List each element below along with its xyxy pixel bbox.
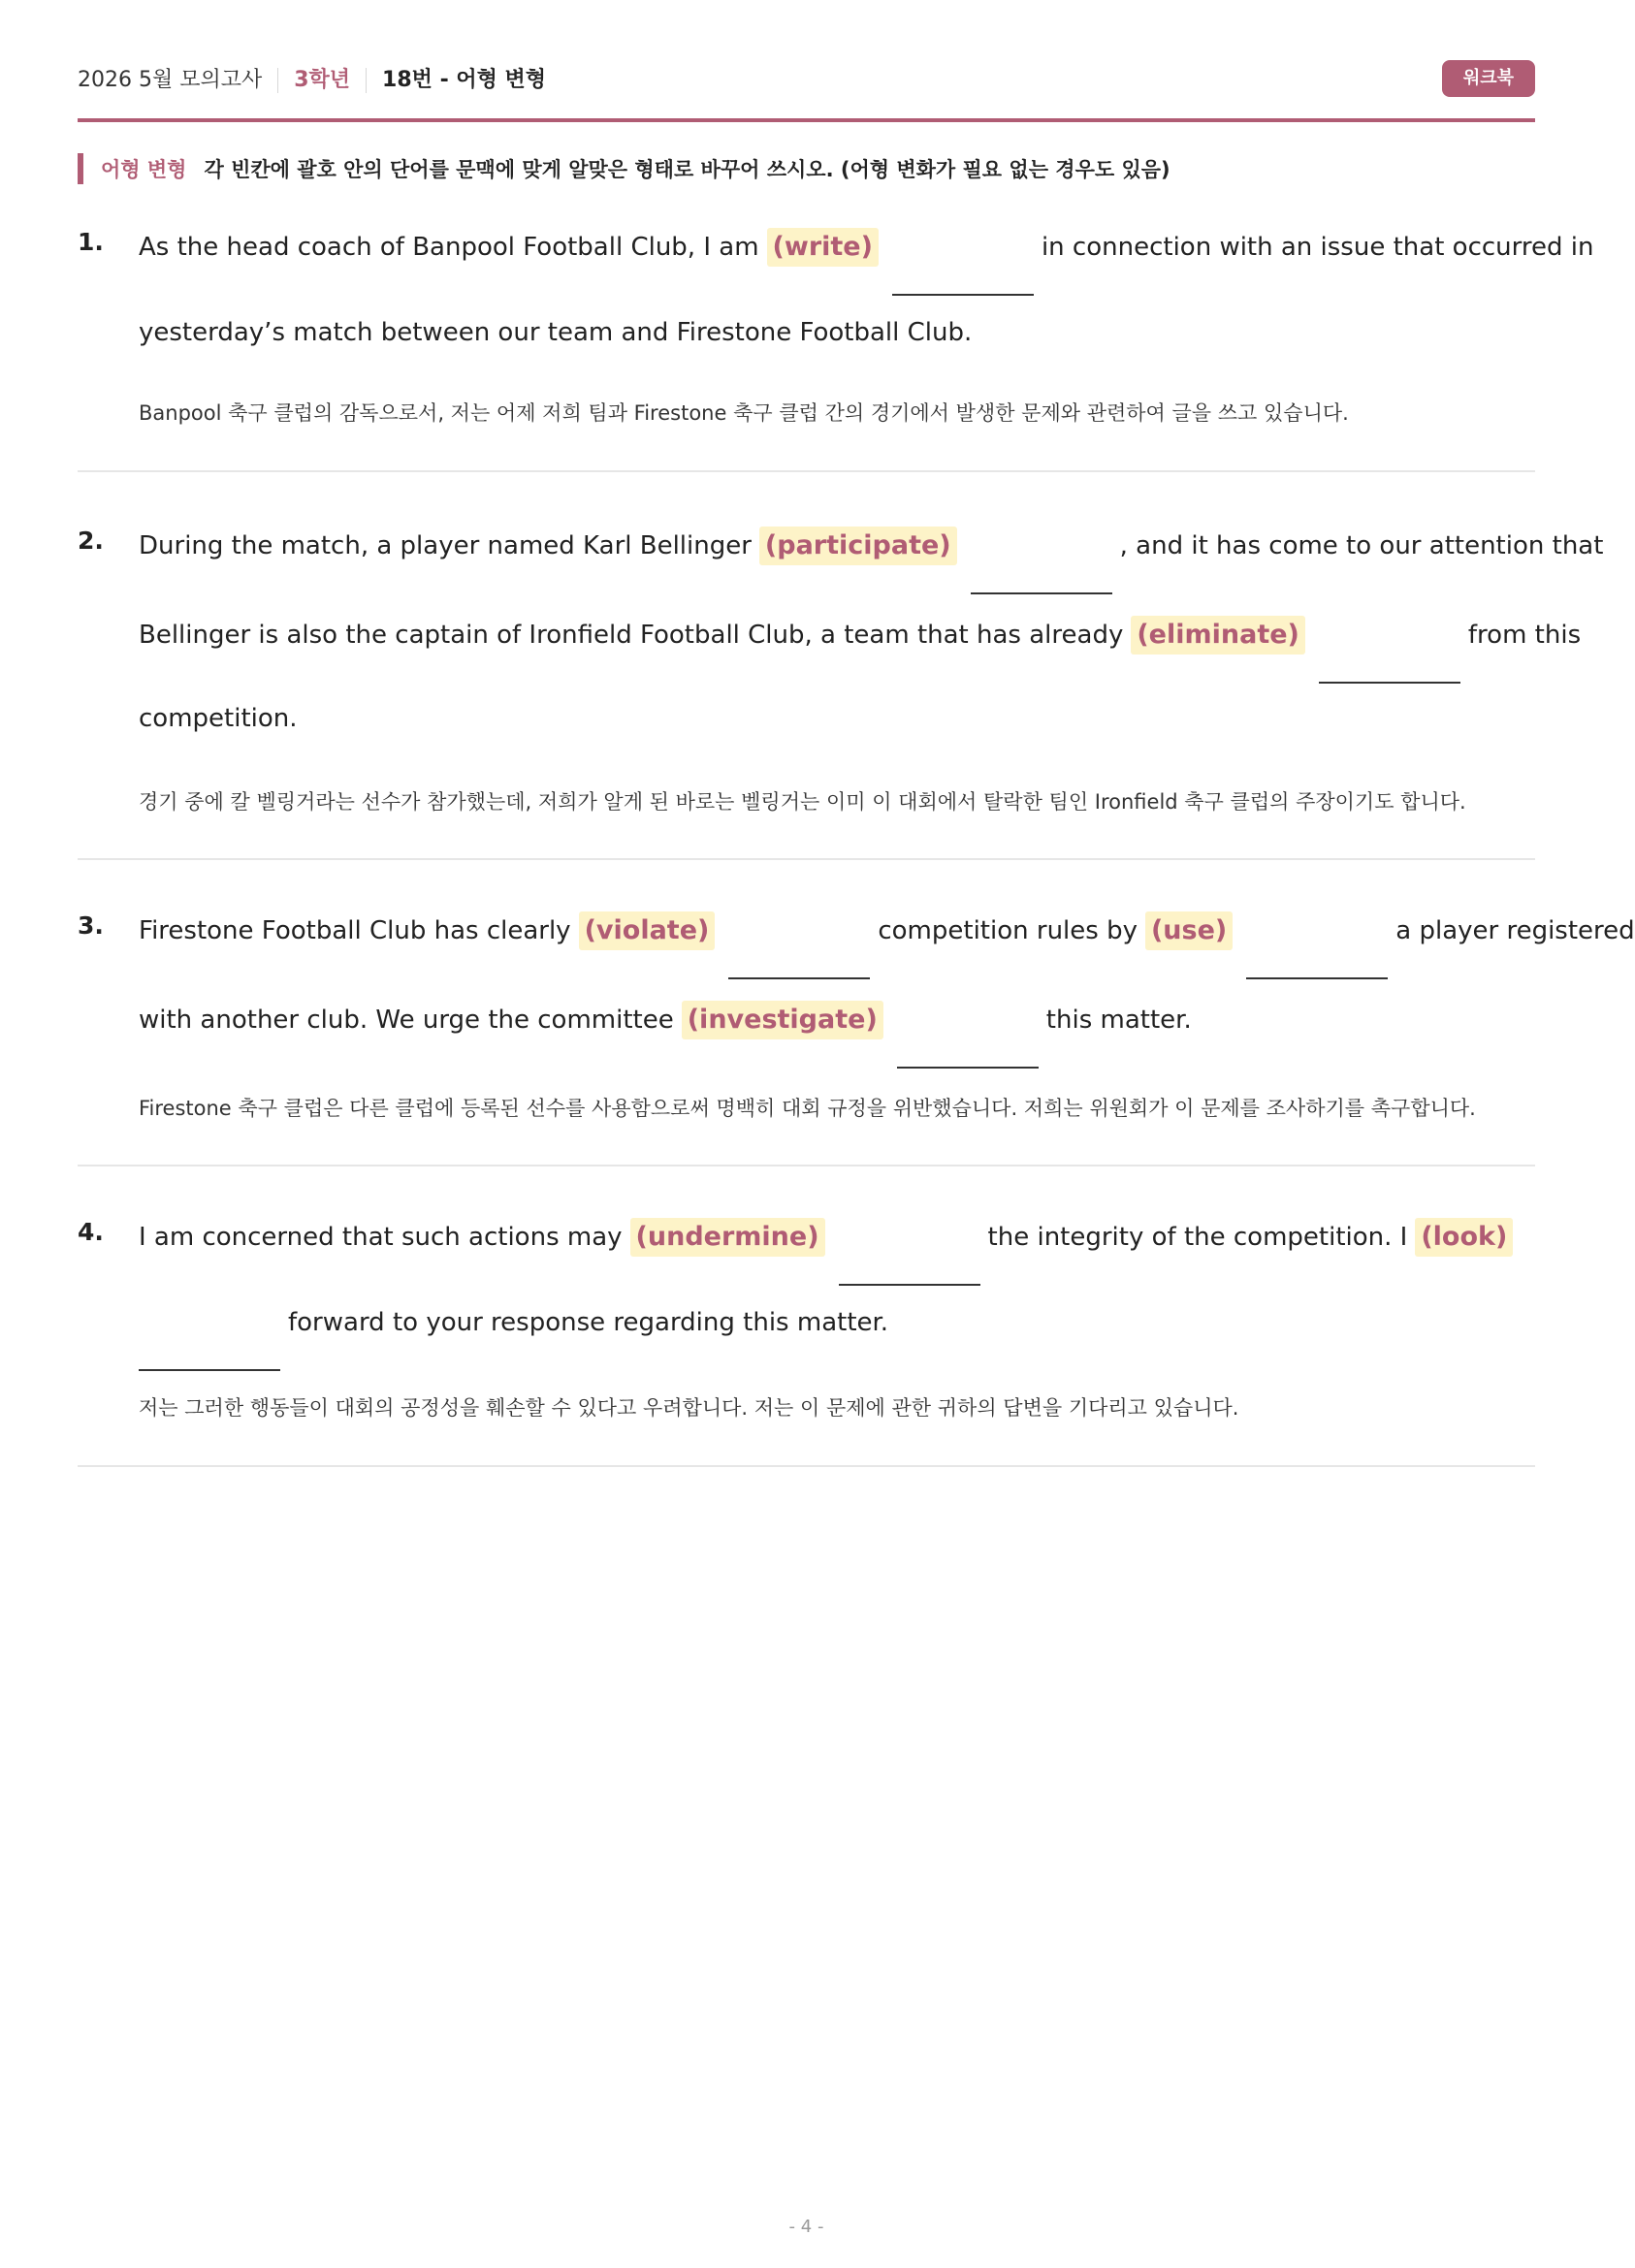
sentence-text: this matter.: [1045, 1006, 1192, 1035]
word-hint: (eliminate): [1131, 616, 1305, 655]
question-line: [139, 226, 1593, 269]
instruction-label: 어형 변형: [101, 158, 187, 181]
instruction-accent-bar: [78, 153, 83, 184]
answer-blank[interactable]: [139, 1326, 280, 1371]
word-hint: (use): [1145, 911, 1233, 950]
header-divider: [277, 68, 278, 93]
question-line: [139, 1216, 1519, 1259]
question-line: [139, 525, 1603, 567]
sentence-text: a player registered: [1395, 916, 1635, 945]
header-info: [78, 66, 546, 95]
exam-name: 2026 5월 모의고사: [78, 68, 263, 92]
sentence-text: As the head coach of Banpool Football Club, I am: [139, 233, 759, 262]
workbook-badge: 워크북: [1442, 60, 1535, 97]
instruction: [78, 153, 1170, 184]
page-header: [78, 60, 1535, 122]
section-title: 18번 - 어형 변형: [382, 68, 547, 92]
word-hint: (write): [767, 228, 879, 267]
sentence-text: from this: [1467, 621, 1582, 650]
answer-blank[interactable]: [892, 251, 1034, 296]
word-hint: (investigate): [682, 1001, 883, 1039]
question-line: [139, 910, 1635, 952]
question-number: 3.: [78, 911, 104, 940]
sentence-text: with another club. We urge the committee: [139, 1006, 674, 1035]
answer-blank[interactable]: [728, 935, 870, 979]
question-number: 1.: [78, 228, 104, 256]
worksheet-page: [78, 0, 1635, 2268]
grade-label: 3학년: [294, 68, 351, 92]
sentence-text: in connection with an issue that occurred in: [1041, 233, 1594, 262]
instruction-text: 각 빈칸에 괄호 안의 단어를 문맥에 맞게 알맞은 형태로 바꾸어 쓰시오. (어형 변화가 필요 없는 경우도 있음): [204, 158, 1170, 181]
word-hint: (look): [1415, 1218, 1513, 1257]
question-number: 4.: [78, 1218, 104, 1246]
sentence-text: I am concerned that such actions may: [139, 1223, 623, 1252]
question-line: [139, 697, 298, 740]
sentence-text: the integrity of the competition. I: [987, 1223, 1408, 1252]
question-2: [78, 470, 1604, 860]
answer-blank[interactable]: [1246, 935, 1388, 979]
translation-text: 저는 그러한 행동들이 대회의 공정성을 훼손할 수 있다고 우려합니다. 저는 이 문제에 관한 귀하의 답변을 기다리고 있습니다.: [139, 1396, 1239, 1420]
sentence-text: Firestone Football Club has clearly: [139, 916, 571, 945]
question-4: [78, 1165, 1535, 1467]
question-line: [139, 311, 972, 354]
answer-blank[interactable]: [1319, 639, 1460, 684]
sentence-text: competition.: [139, 704, 298, 733]
sentence-text: Bellinger is also the captain of Ironfield Football Club, a team that has already: [139, 621, 1124, 650]
sentence-text: , and it has come to our attention that: [1119, 531, 1604, 560]
translation-text: Banpool 축구 클럽의 감독으로서, 저는 어제 저희 팀과 Firestone 축구 클럽 간의 경기에서 발생한 문제와 관련하여 글을 쓰고 있습니다.: [139, 401, 1349, 425]
sentence-text: During the match, a player named Karl Bellinger: [139, 531, 752, 560]
question-line: [139, 1301, 888, 1344]
answer-blank[interactable]: [897, 1024, 1039, 1069]
answer-blank[interactable]: [971, 550, 1112, 594]
translation-text: Firestone 축구 클럽은 다른 클럽에 등록된 선수를 사용함으로써 명백히 대회 규정을 위반했습니다. 저희는 위원회가 이 문제를 조사하기를 촉구합니다.: [139, 1097, 1476, 1120]
question-line: [139, 999, 1192, 1041]
sentence-text: competition rules by: [878, 916, 1138, 945]
word-hint: (violate): [579, 911, 716, 950]
question-1: [78, 218, 1594, 472]
header-divider: [366, 68, 367, 93]
question-line: [139, 614, 1581, 656]
word-hint: (undermine): [630, 1218, 825, 1257]
sentence-text: yesterday’s match between our team and Firestone Football Club.: [139, 318, 973, 347]
word-hint: (participate): [759, 527, 957, 565]
answer-blank[interactable]: [839, 1241, 980, 1286]
sentence-text: forward to your response regarding this matter.: [288, 1308, 889, 1337]
question-number: 2.: [78, 527, 104, 555]
page-number: - 4 -: [788, 2217, 824, 2237]
translation-text: 경기 중에 칼 벨링거라는 선수가 참가했는데, 저희가 알게 된 바로는 벨링거는 이미 이 대회에서 탈락한 팀인 Ironfield 축구 클럽의 주장이기도 합니다.: [139, 790, 1466, 814]
question-3: [78, 858, 1635, 1166]
